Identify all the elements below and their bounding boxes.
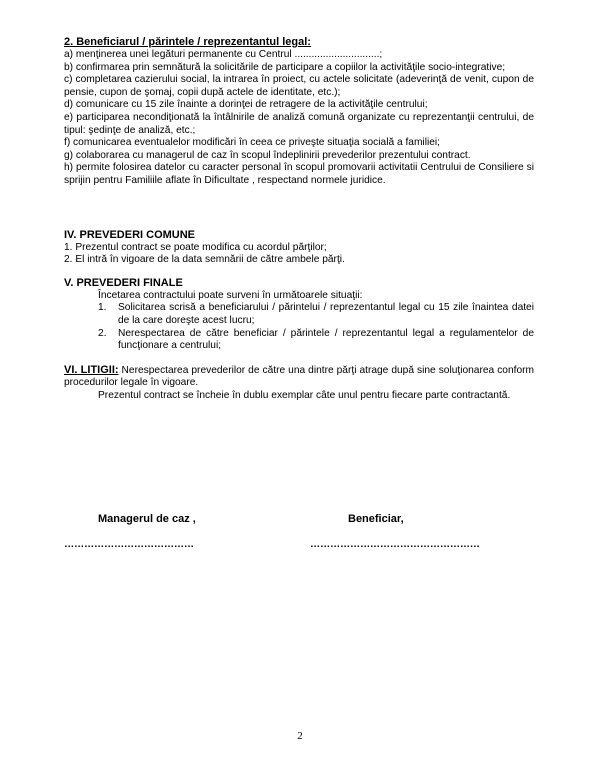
litigation-text: Nerespectarea prevederilor de către una dintre părţi atrage după sine soluţionarea conform procedurilor legale în vigoare. — [64, 364, 534, 389]
section-intro: Încetarea contractului poate surveni în următoarele situaţii: — [98, 289, 363, 301]
section-heading: 2. Beneficiarul / părintele / reprezentantul legal: — [64, 36, 311, 48]
section-heading: VI. LITIGII: — [64, 363, 119, 376]
section-litigation — [64, 364, 534, 403]
termination-list — [64, 302, 534, 352]
list-item: b) confirmarea prin semnătură la solicitările de participare a copiilor la activităţile socio-integrative; — [64, 61, 506, 73]
litigation-paragraph — [64, 364, 534, 390]
list-item — [98, 302, 534, 327]
list-item: 1. Prezentul contract se poate modifica cu acordul părţilor; — [64, 241, 327, 253]
beneficiary-label: Beneficiar, — [348, 513, 404, 525]
list-item: h) permite folosirea datelor cu caracter personal în scopul promovarii activitatii Centrului de Consiliere si sprijin pentru Familiile aflate în Dificultate , respectand normele juridice. — [64, 162, 534, 186]
signature-block — [64, 513, 534, 563]
list-item: e) participarea necondiţionată la întâlnirile de analiză comună organizate cu reprezentanţii centrului, de tipul: şedinţe de analiză, etc.; — [64, 111, 534, 136]
list-number: 1. — [98, 302, 107, 314]
list-text: Nerespectarea de către beneficiar / părintele / reprezentantul legal a regulamentelor de funcţionare a centrului; — [118, 327, 534, 352]
list-item — [98, 328, 534, 353]
list-item: f) comunicarea eventualelor modificări în ceea ce priveşte situaţia socială a familiei; — [64, 137, 440, 149]
list-item: g) colaborarea cu managerul de caz în scopul îndeplinirii prevederilor prezentului contract. — [64, 149, 471, 161]
beneficiary-signature-line: …………………………………………… — [310, 539, 480, 550]
list-item: d) comunicare cu 15 zile înainte a dorinţei de retragere de la activităţile centrului; — [64, 99, 428, 111]
case-manager-signature-line: ………………………………… — [64, 539, 194, 550]
case-manager-label: Managerul de caz , — [98, 513, 196, 525]
section-final-provisions — [64, 277, 534, 353]
list-number: 2. — [98, 327, 107, 339]
page-number: 2 — [297, 730, 303, 742]
list-text: Solicitarea scrisă a beneficiarului / părintelui / reprezentantul legal cu 15 zile înaintea datei de la care doreşte acest lucru; — [118, 302, 534, 326]
list-item: c) completarea cazierului social, la intrarea în proiect, cu actele solicitate (adeverinţă de venit, cupon de pensie, cupon de şomaj, copii după actele de identitate, etc.); — [64, 74, 534, 98]
section-common-provisions — [64, 229, 534, 267]
list-item: 2. El intră în vigoare de la data semnării de către ambele părţi. — [64, 254, 345, 266]
section-heading: IV. PREVEDERI COMUNE — [64, 228, 196, 241]
document-body — [64, 36, 534, 402]
list-item: a) menţinerea unei legături permanente cu Centrul ..............................; — [64, 49, 383, 60]
closing-paragraph: Prezentul contract se încheie în dublu exemplar câte unul pentru fiecare parte contractantă. — [98, 389, 511, 401]
section-beneficiary-obligations — [64, 36, 534, 188]
section-heading: V. PREVEDERI FINALE — [64, 276, 183, 289]
